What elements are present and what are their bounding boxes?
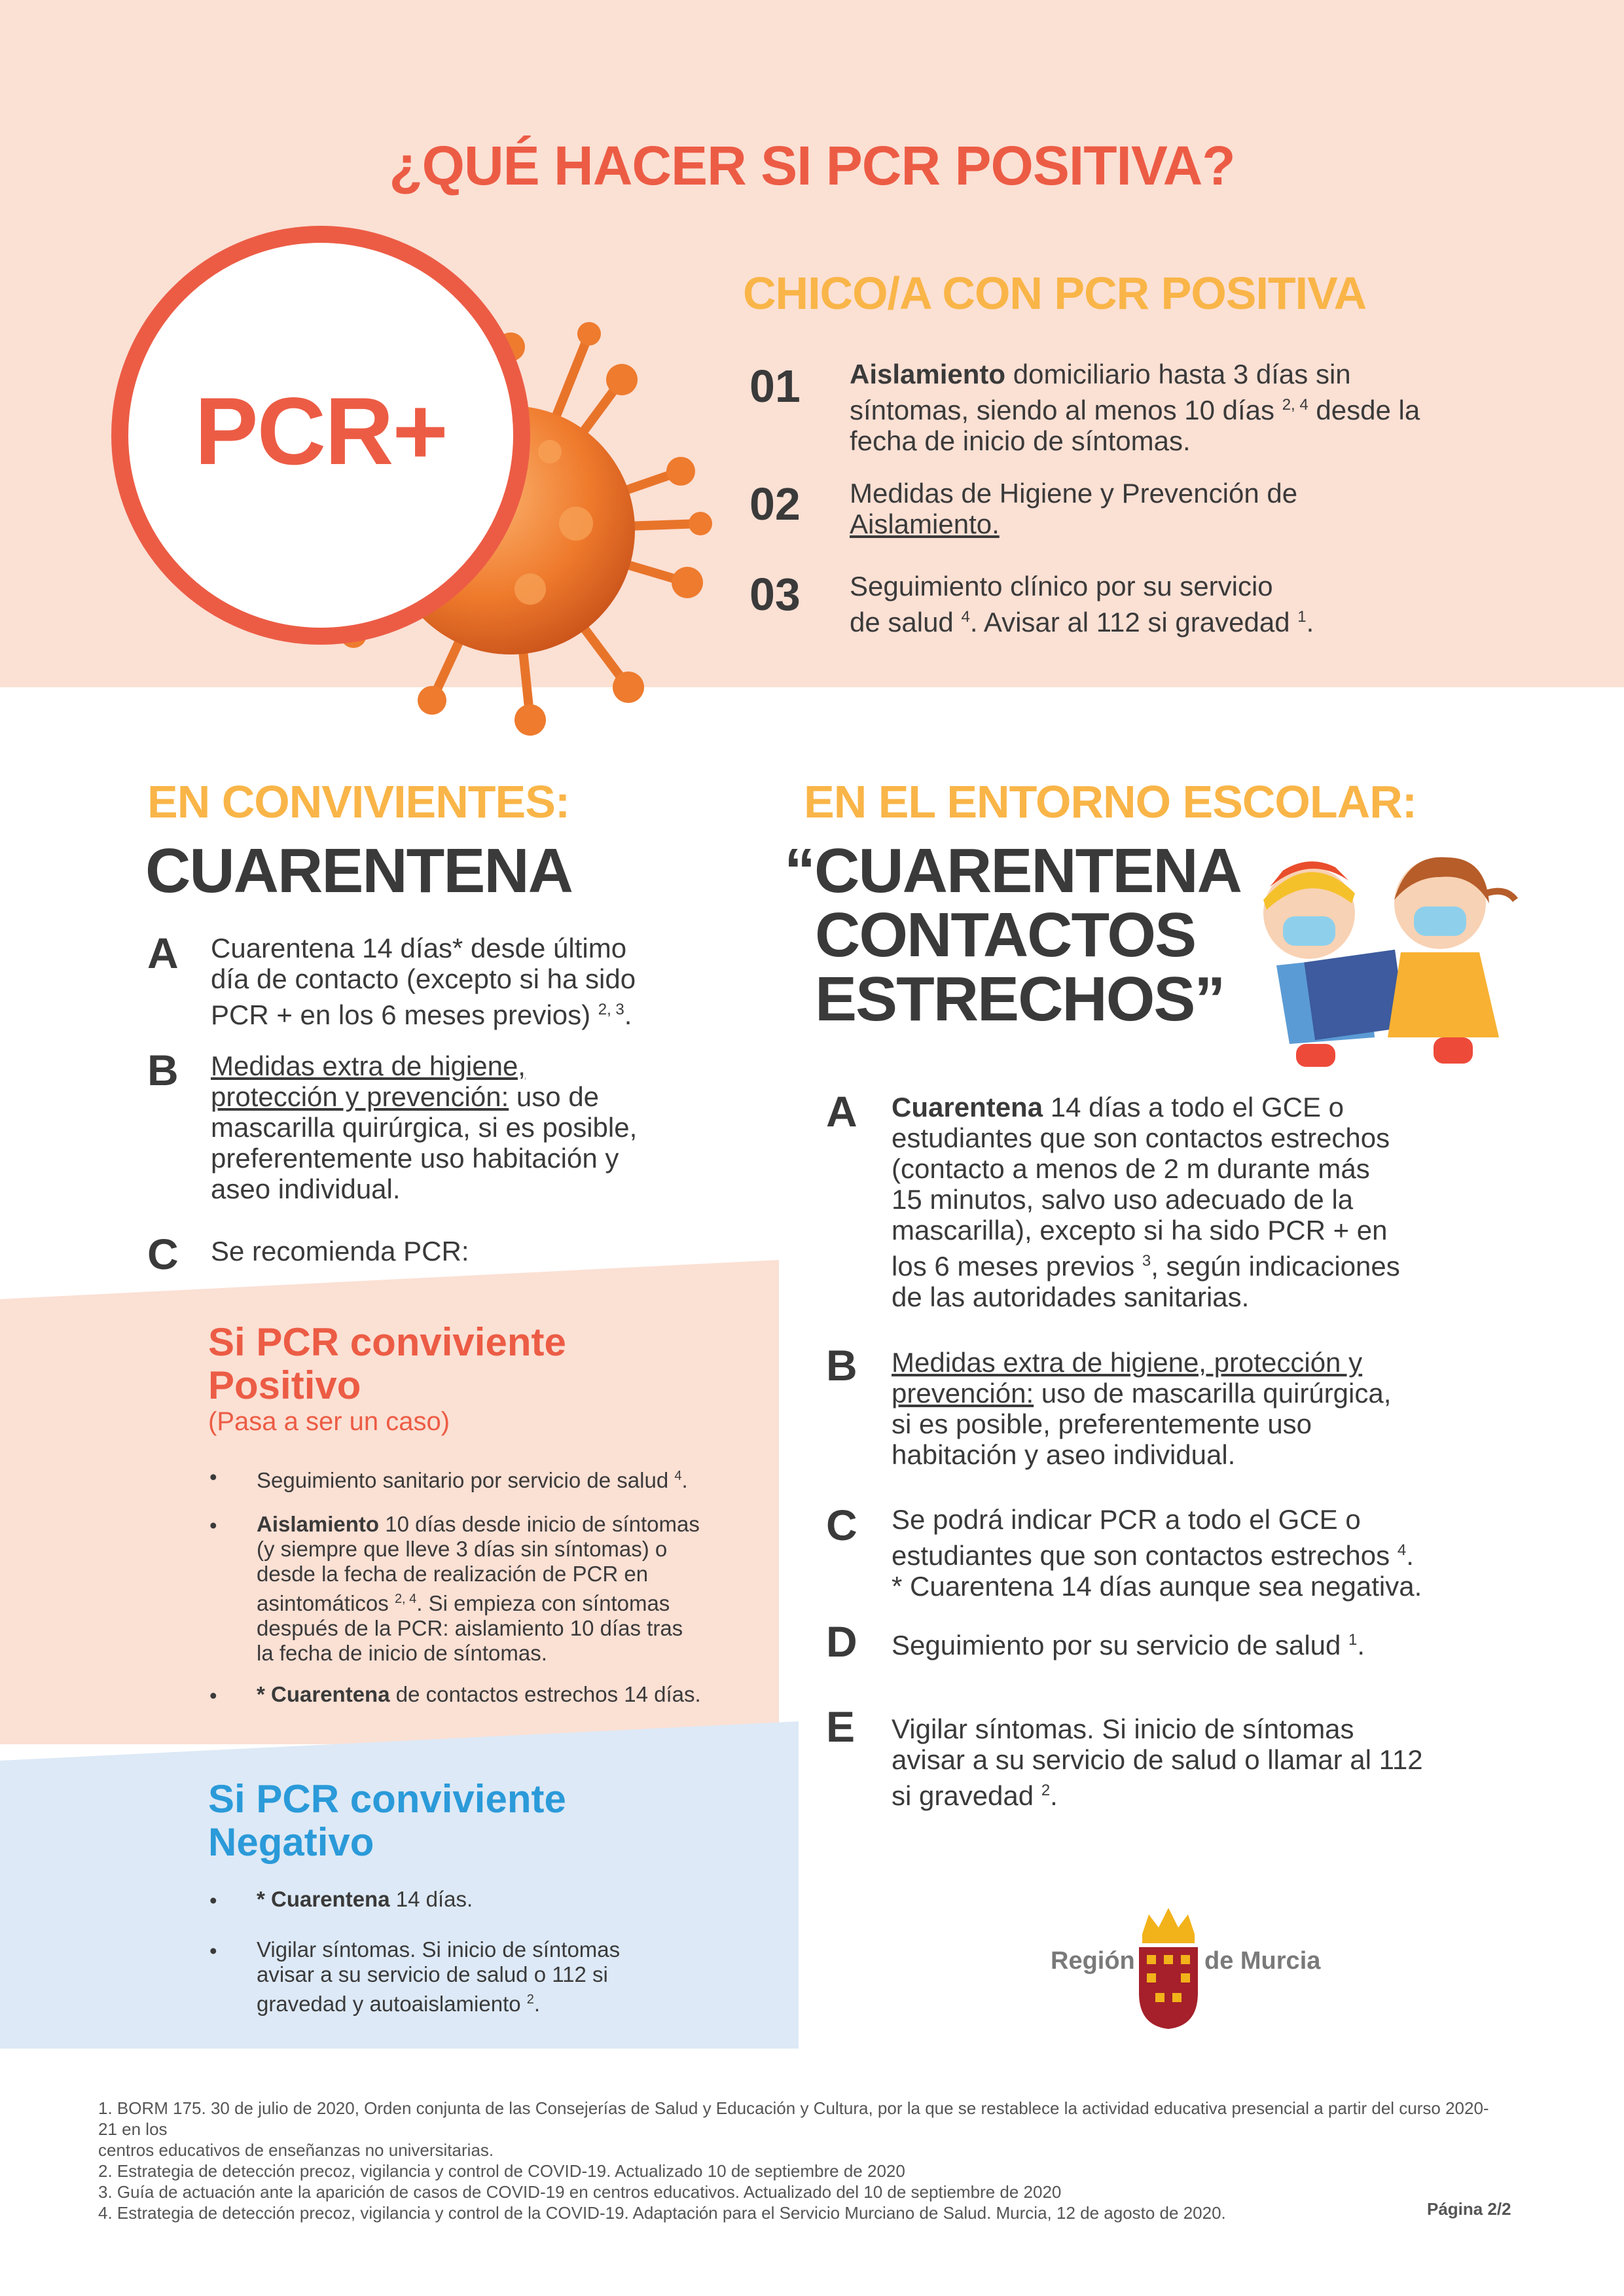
coat-of-arms-icon (1132, 1901, 1204, 2032)
page-number: Página 2/2 (1427, 2199, 1511, 2219)
item-text: Vigilar síntomas. Si inicio de síntomas avisar a su servicio de salud o llamar al 112 si gravedad $^2$. (892, 1713, 1423, 1811)
chico-heading: CHICO/A CON PCR POSITIVA (743, 268, 1367, 319)
bullet-text: * Cuarentena 14 días. (257, 1887, 473, 1911)
item-letter: A (826, 1087, 857, 1136)
footnote: 4. Estrategia de detección precoz, vigilancia y control de la COVID-19. Adaptación para el Servicio Murciano de Salud. Murcia, 12 de agosto de 2020. (98, 2203, 1226, 2223)
escolar-quote-line: ESTRECHOS” (815, 964, 1225, 1034)
footnote: 2. Estrategia de detección precoz, vigilancia y control de COVID-19. Actualizado 10 de septiembre de 2020 (98, 2161, 905, 2181)
bullet-icon: • (209, 1513, 217, 1537)
footnote: 3. Guía de actuación ante la aparición de casos de COVID-19 en centros educativos. Actualizado del 10 de septiembre de 2020 (98, 2182, 1062, 2202)
escolar-quote-line: “CUARENTENA (784, 836, 1241, 906)
footnote: centros educativos de enseñanzas no universitarias. (98, 2140, 494, 2160)
item-text: Se recomienda PCR: (211, 1236, 469, 1266)
item-text: Medidas extra de higiene, protección y prevención: uso de mascarilla quirúrgica, si es posible, preferentemente uso habitación y aseo individual. (892, 1347, 1392, 1470)
item-text: Se podrá indicar PCR a todo el GCE o estudiantes que son contactos estrechos $^4$. * Cuarentena 14 días aunque sea negativa. (892, 1504, 1422, 1602)
bullet-icon: • (209, 1683, 217, 1708)
bullet-text: Vigilar síntomas. Si inicio de síntomas avisar a su servicio de salud o 112 si gravedad y autoaislamiento $^2$. (257, 1937, 621, 2016)
children-masks-icon (1237, 841, 1525, 1083)
item-text: Cuarentena 14 días* desde último día de contacto (excepto si ha sido PCR + en los 6 meses previos) $^{2, 3}$. (211, 933, 636, 1030)
positive-note: (Pasa a ser un caso) (208, 1407, 450, 1436)
step-number: 02 (749, 478, 801, 529)
item-letter: B (826, 1341, 857, 1390)
step-number: 03 (749, 569, 801, 620)
bullet-icon: • (209, 1939, 217, 1963)
item-letter: C (826, 1501, 857, 1549)
item-letter: A (147, 929, 179, 977)
convivientes-heading: EN CONVIVIENTES: (147, 776, 570, 827)
bullet-text: Seguimiento sanitario por servicio de salud $^4$. (257, 1468, 688, 1492)
bullet-text: * Cuarentena de contactos estrechos 14 días. (257, 1682, 701, 1706)
region-logo-right: de Murcia (1204, 1947, 1321, 1975)
item-letter: B (147, 1046, 179, 1094)
item-text: Medidas extra de higiene, protección y prevención: uso de mascarilla quirúrgica, si es posible, preferentemente uso habitación y aseo individual. (211, 1050, 638, 1204)
bullet-text: Aislamiento 10 días desde inicio de síntomas (y siempre que lleve 3 días sin síntomas) o desde la fecha de realización de PCR en asintomáticos $^{2, 4}$. Si empieza con síntomas después de la PCR: aislamiento 10 días tras la fecha de inicio de síntomas. (257, 1512, 700, 1665)
positive-title: Si PCR conviviente Positivo (208, 1320, 566, 1407)
item-letter: D (826, 1617, 857, 1666)
step-text: Seguimiento clínico por su servicio de salud $^4$. Avisar al 112 si gravedad $^1$. (850, 571, 1314, 637)
pcr-badge-label: PCR+ (194, 378, 447, 484)
step-text: Medidas de Higiene y Prevención de Aislamiento. (850, 478, 1298, 539)
bullet-icon: • (209, 1888, 217, 1912)
negative-title: Si PCR conviviente Negativo (208, 1777, 566, 1864)
cuarentena-heading: CUARENTENA (145, 836, 572, 906)
step-text: Aislamiento domiciliario hasta 3 días sin síntomas, siendo al menos 10 días $^{2, 4}$ desde la fecha de inicio de síntomas. (850, 359, 1420, 456)
escolar-heading: EN EL ENTORNO ESCOLAR: (804, 776, 1417, 827)
footnotes (98, 2098, 1506, 2223)
item-letter: C (147, 1230, 179, 1278)
page-title: ¿QUÉ HACER SI PCR POSITIVA? (389, 135, 1235, 196)
step-number: 01 (749, 361, 801, 412)
item-letter: E (826, 1702, 856, 1751)
item-text: Seguimiento por su servicio de salud $^1$. (892, 1630, 1365, 1660)
footnote: 1. BORM 175. 30 de julio de 2020, Orden conjunta de las Consejerías de Salud y Educación y Cultura, por la que se restablece la actividad educativa presencial a partir del curso 2020-21 en los (98, 2098, 1489, 2139)
bullet-icon: • (209, 1465, 217, 1489)
escolar-quote-line: CONTACTOS (815, 900, 1196, 970)
region-logo-left: Región (1051, 1947, 1135, 1975)
item-text: Cuarentena 14 días a todo el GCE o estudiantes que son contactos estrechos (contacto a menos de 2 m durante más 15 minutos, salvo uso adecuado de la mascarilla), excepto si ha sido PCR + en los 6 meses previos $^3$, según indicaciones de las autoridades sanitarias. (892, 1092, 1400, 1312)
